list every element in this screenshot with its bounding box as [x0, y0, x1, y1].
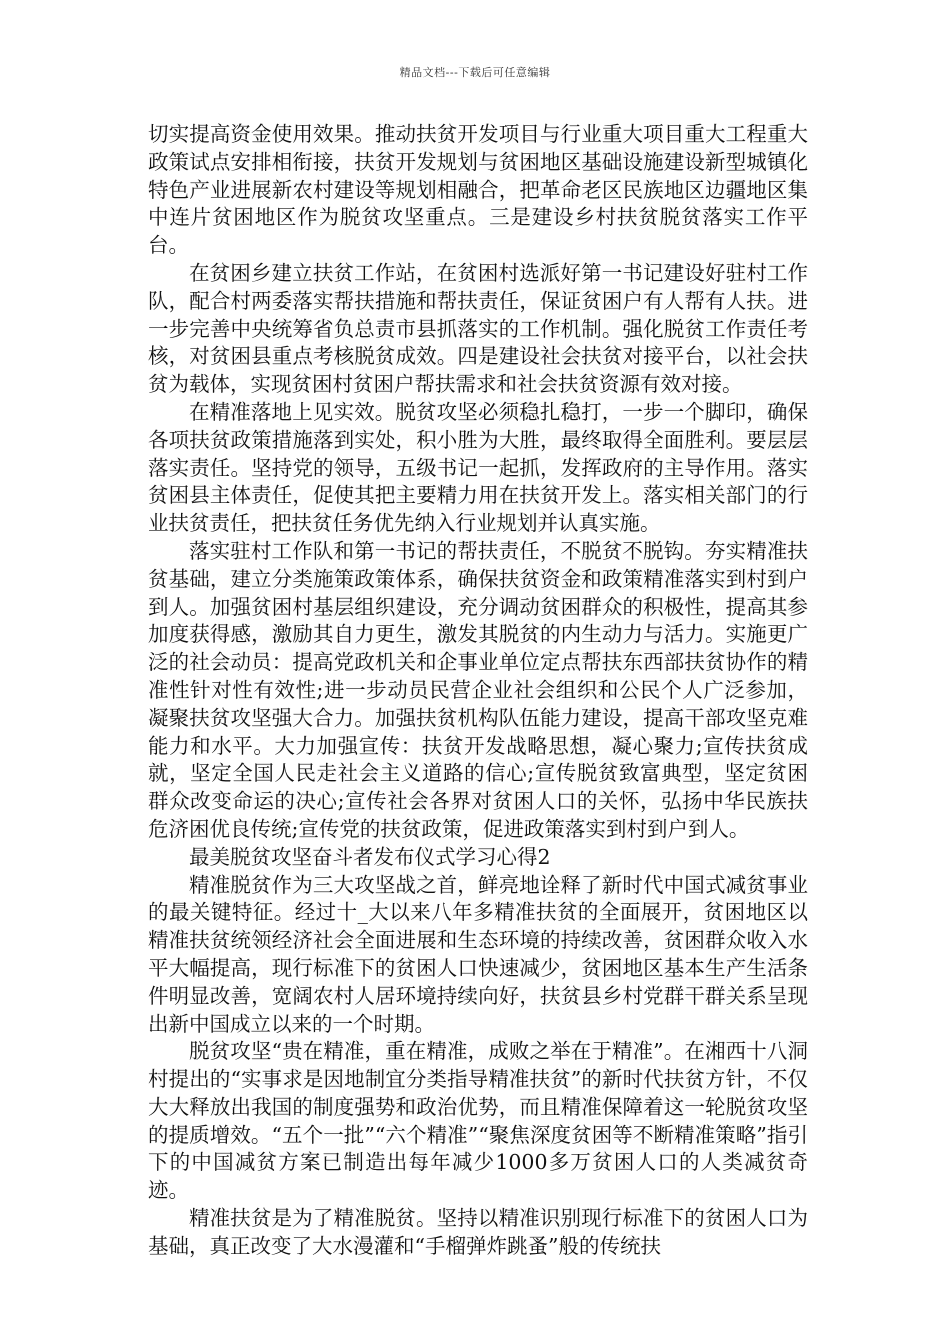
- paragraph-1: 切实提高资金使用效果。推动扶贫开发项目与行业重大项目重大工程重大政策试点安排相衔接，扶贫开发规划与贫困地区基础设施建设新型城镇化特色产业进展新农村建设等规划相融合，把革命老区民族地区边疆地区集中连片贫困地区作为脱贫攻坚重点。三是建设乡村扶贫脱贫落实工作平台。: [148, 122, 808, 258]
- document-body: [148, 121, 808, 1261]
- paragraph-5: 精准脱贫作为三大攻坚战之首，鲜亮地诠释了新时代中国式减贫事业的最关键特征。经过十_大以来八年多精准扶贫的全面展开，贫困地区以精准扶贫统领经济社会全面进展和生态环境的持续改善，贫困群众收入水平大幅提高，现行标准下的贫困人口快速减少，贫困地区基本生产生活条件明显改善，宽阔农村人居环境持续向好，扶贫县乡村党群干群关系呈现出新中国成立以来的一个时期。: [148, 872, 808, 1036]
- page-header: 精品文档---下载后可任意编辑: [399, 66, 551, 79]
- paragraph-3: 在精准落地上见实效。脱贫攻坚必须稳扎稳打，一步一个脚印，确保各项扶贫政策措施落到实处，积小胜为大胜，最终取得全面胜利。要层层落实责任。坚持党的领导，五级书记一起抓，发挥政府的主导作用。落实贫困县主体责任，促使其把主要精力用在扶贫开发上。落实相关部门的行业扶贫责任，把扶贫任务优先纳入行业规划并认真实施。: [148, 399, 808, 536]
- paragraph-6: 脱贫攻坚“贵在精准，重在精准，成败之举在于精准”。在湘西十八洞村提出的“实事求是因地制宜分类指导精准扶贫”的新时代扶贫方针，不仅大大释放出我国的制度强势和政治优势，而且精准保障着这一轮脱贫攻坚的提质增效。“五个一批”“六个精准”“聚焦深度贫困等不断精准策略”指引下的中国减贫方案已制造出每年减少1000多万贫困人口的人类减贫奇迹。: [148, 1039, 808, 1203]
- paragraph-4: 落实驻村工作队和第一书记的帮扶责任，不脱贫不脱钩。夯实精准扶贫基础，建立分类施策政策体系，确保扶贫资金和政策精准落实到村到户到人。加强贫困村基层组织建设，充分调动贫困群众的积极性，提高其参加度获得感，激励其自力更生，激发其脱贫的内生动力与活力。实施更广泛的社会动员：提高党政机关和企事业单位定点帮扶东西部扶贫协作的精准性针对性有效性;进一步动员民营企业社会组织和公民个人广泛参加，凝聚扶贫攻坚强大合力。加强扶贫机构队伍能力建设，提高干部攻坚克难能力和水平。大力加强宣传：扶贫开发战略思想，凝心聚力;宣传扶贫成就，坚定全国人民走社会主义道路的信心;宣传脱贫致富典型，坚定贫困群众改变命运的决心;宣传社会各界对贫困人口的关怀，弘扬中华民族扶危济困优良传统;宣传党的扶贫政策，促进政策落实到村到户到人。: [148, 538, 808, 841]
- section-title: 最美脱贫攻坚奋斗者发布仪式学习心得2: [189, 844, 551, 869]
- paragraph-7: 精准扶贫是为了精准脱贫。坚持以精准识别现行标准下的贫困人口为基础，真正改变了大水漫灌和“手榴弹炸跳蚤”般的传统扶: [148, 1206, 808, 1258]
- paragraph-2: 在贫困乡建立扶贫工作站，在贫困村选派好第一书记建设好驻村工作队，配合村两委落实帮扶措施和帮扶责任，保证贫困户有人帮有人扶。进一步完善中央统筹省负总责市县抓落实的工作机制。强化脱贫工作责任考核，对贫困县重点考核脱贫成效。四是建设社会扶贫对接平台，以社会扶贫为载体，实现贫困村贫困户帮扶需求和社会扶贫资源有效对接。: [148, 260, 808, 397]
